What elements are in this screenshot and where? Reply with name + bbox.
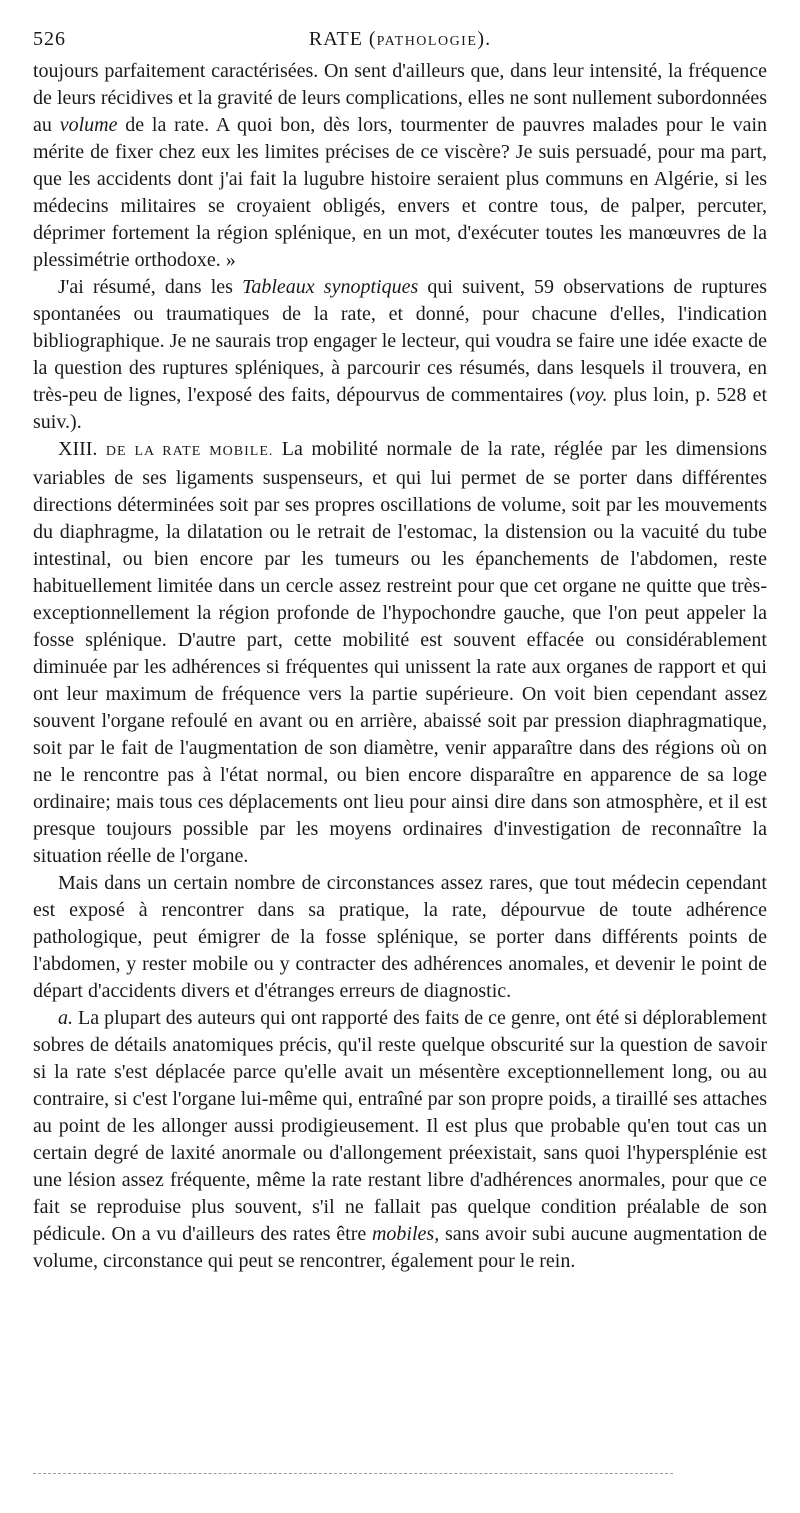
section-heading: DE LA RATE MOBILE. — [105, 444, 274, 459]
running-head-subtitle: PATHOLOGIE — [376, 34, 478, 49]
section-number: XIII. — [58, 438, 106, 460]
page-number: 526 — [33, 28, 66, 50]
paragraph-4 — [33, 870, 767, 1005]
text: La plupart des auteurs qui ont rapporté des faits de ce genre, ont été si déplorablement sobres de détails anatomiques précis, qu'il reste quelque obscurité sur la question de savoir si la rate s'est déplacée parce qu'elle avait un mésentère exceptionnellement long, ou au contraire, si c'est l'organe lui-même qui, entraîné par son propre poids, a tiraillé ses attaches au point de les allonger aussi prodigieusement. Il est plus que probable qu'en tout cas un certain degré de laxité anormale ou d'allongement préexistait, sans quoi l'hypersplénie est une lésion assez fréquente, même la rate restant libre d'adhérences anormales, pour que ce fait se reproduise plus souvent, s'il ne fallait pas quelque condition préalable de son pédicule. On a vu d'ailleurs des rates être — [33, 1007, 767, 1245]
emphasis: volume — [59, 114, 118, 136]
emphasis: voy. — [575, 384, 608, 406]
book-page — [33, 28, 767, 1275]
text: J'ai résumé, dans les — [58, 276, 243, 298]
running-head-close: ). — [477, 28, 492, 50]
running-head-open: ( — [368, 28, 377, 50]
emphasis: mobiles, — [371, 1223, 440, 1245]
emphasis: Tableaux synoptiques — [242, 276, 419, 298]
text: plus loin, p. 528 et suiv.). — [33, 384, 768, 433]
paragraph-3 — [33, 436, 767, 870]
text: La mobilité normale de la rate, réglée par les dimensions variables de ses ligaments suspenseurs, et qui lui permet de se porter dans différentes directions déterminées soit par ses propres oscillations de volume, soit par les mouvements du diaphragme, la dilatation ou le retrait de l'estomac, la distension ou la vacuité du tube intestinal, ou bien encore par les tumeurs ou les épanchements de l'abdomen, reste habituellement limitée dans un cercle assez restreint pour que cet organe ne quitte que très-exceptionnellement la région profonde de l'hypochondre gauche, que l'on peut appeler la fosse splénique. D'autre part, cette mobilité est souvent effacée ou considérablement diminuée par les adhérences si fréquentes qui unissent la rate aux organes de rapport et qui ont leur maximum de fréquence vers la partie supérieure. On voit bien cependant assez souvent l'organe refoulé en avant ou en arrière, abaissé soit par pression diaphragmatique, soit par le fait de l'augmentation de son diamètre, venir apparaître dans des régions où on ne le rencontre pas à l'état normal, ou bien encore disparaître en apparence de sa loge ordinaire; mais tous ces déplacements ont lieu pour ainsi dire dans son atmosphère, et il est presque toujours possible par les moyens ordinaires d'investigation de reconnaître la situation réelle de l'organe. — [33, 438, 767, 867]
text: toujours parfaitement caractérisées. On sent d'ailleurs que, dans leur intensité, la fréquence de leurs récidives et la gravité de leurs complications, elles ne sont nullement subordonnées au — [33, 60, 767, 136]
paragraph-1 — [33, 58, 767, 274]
text: sans avoir subi aucune augmentation de volume, circonstance qui peut se rencontrer, également pour le rein. — [33, 1223, 767, 1272]
footer-rule — [33, 1473, 673, 1474]
running-head-main: RATE — [308, 28, 363, 50]
page-header — [33, 28, 767, 58]
text: Mais dans un certain nombre de circonstances assez rares, que tout médecin cependant est exposé à rencontrer dans sa pratique, la rate, dépourvue de toute adhérence pathologique, peut émigrer de la fosse splénique, se porter dans différents points de l'abdomen, y rester mobile ou y contracter des adhérences anomales, et devenir le point de départ d'accidents divers et d'étranges erreurs de diagnostic. — [33, 872, 767, 1002]
text: de la rate. A quoi bon, dès lors, tourmenter de pauvres malades pour le vain mérite de fixer chez eux les limites précises de ce viscère? Je suis persuadé, pour ma part, que les accidents dont j'ai fait la lugubre histoire seraient plus communs en Algérie, si les médecins militaires se croyaient obligés, envers et contre tous, de palper, percuter, déprimer fortement la région splénique, en un mot, d'exécuter toutes les manœuvres de la plessimétrie orthodoxe. » — [33, 114, 767, 271]
paragraph-5 — [33, 1005, 767, 1275]
paragraph-2 — [33, 274, 767, 436]
text: qui suivent, 59 observations de ruptures spontanées ou traumatiques de la rate, et donné, pour chacune d'elles, l'indication bibliographique. Je ne saurais trop engager le lecteur, qui voudra se faire une idée exacte de la question des ruptures spléniques, à parcourir ces résumés, dans lesquels il trouvera, en très-peu de lignes, l'exposé des faits, dépourvus de commentaires ( — [33, 276, 767, 406]
running-head — [33, 28, 767, 51]
emphasis: a. — [58, 1007, 73, 1029]
